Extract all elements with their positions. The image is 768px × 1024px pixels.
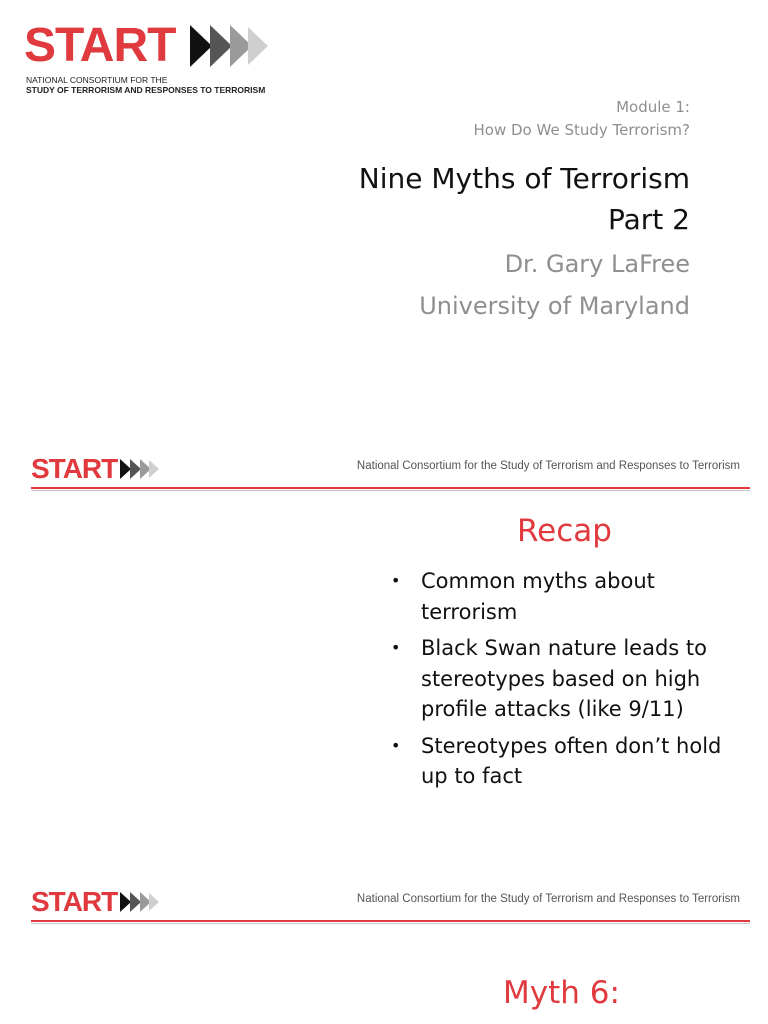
- presentation-title-part: Part 2: [608, 203, 690, 236]
- header-consortium-text: National Consortium for the Study of Terrorism and Responses to Terrorism: [356, 460, 740, 472]
- header-divider: [31, 920, 750, 922]
- logo-subtitle-line2: STUDY OF TERRORISM AND RESPONSES TO TERRORISM: [26, 85, 266, 95]
- logo-subtitle-line1: NATIONAL CONSORTIUM FOR THE: [26, 75, 168, 85]
- logo-arrows-icon: [190, 23, 270, 69]
- module-subtitle: How Do We Study Terrorism?: [473, 121, 690, 139]
- bullet-dot-icon: •: [391, 571, 401, 590]
- start-logo-word: START: [24, 19, 176, 72]
- slide-title-myth: Myth 6:: [503, 975, 620, 1011]
- bullet-dot-icon: •: [391, 638, 401, 657]
- recap-bullet-list: [388, 566, 728, 798]
- institution-name: University of Maryland: [419, 292, 690, 320]
- bullet-dot-icon: •: [391, 735, 401, 755]
- header-divider-shadow: [31, 923, 750, 924]
- header-consortium-text: National Consortium for the Study of Terrorism and Responses to Terrorism: [356, 893, 740, 905]
- presentation-title: Nine Myths of Terrorism: [358, 162, 690, 195]
- author-name: Dr. Gary LaFree: [504, 250, 690, 278]
- header-divider: [31, 487, 750, 489]
- bullet-item: • Common myths about terrorism: [388, 566, 728, 627]
- header-logo-arrows-icon: [120, 458, 160, 480]
- header-logo-arrows-icon: [120, 891, 160, 913]
- slide-title-recap: Recap: [517, 513, 612, 549]
- header-divider-shadow: [31, 490, 750, 491]
- module-label: Module 1:: [616, 98, 690, 116]
- header-start-logo-word: START: [31, 886, 118, 917]
- bullet-item: • Stereotypes often don’t hold up to fact: [388, 731, 728, 792]
- bullet-item: • Black Swan nature leads to stereotypes based on high profile attacks (like 9/11): [388, 633, 728, 725]
- header-start-logo-word: START: [31, 453, 118, 484]
